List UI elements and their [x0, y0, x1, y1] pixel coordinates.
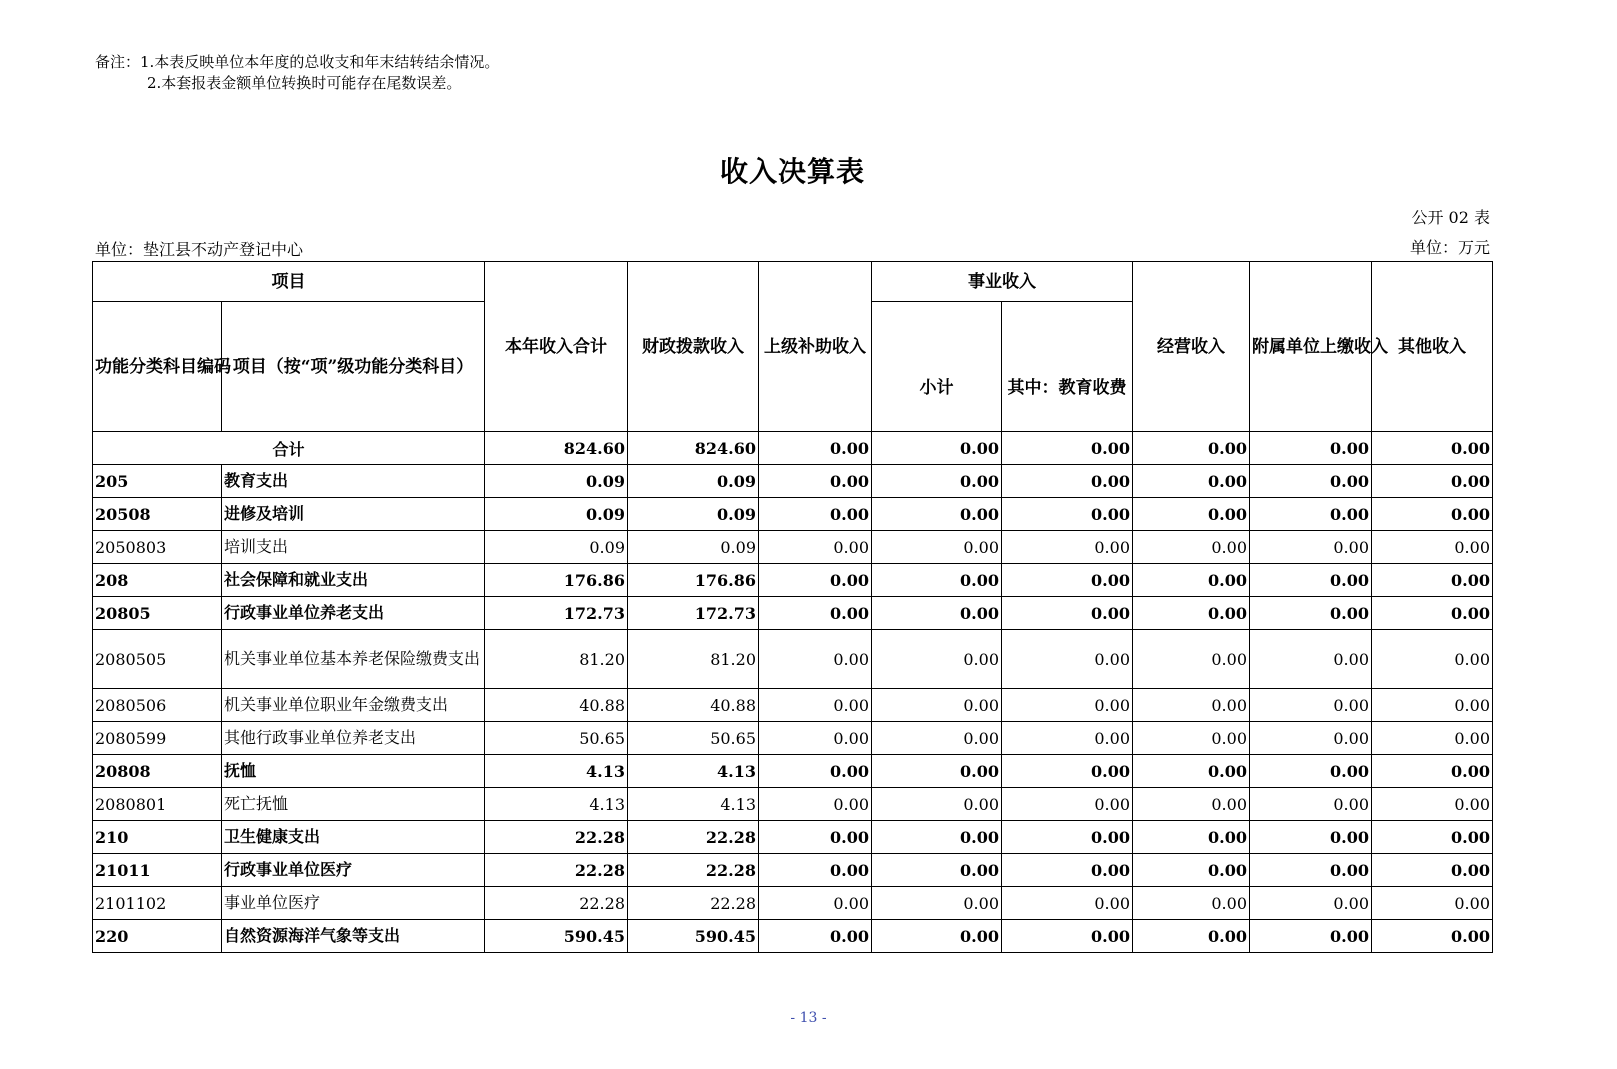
row-value: 0.00 — [759, 531, 872, 564]
row-value: 0.00 — [1133, 564, 1250, 597]
row-value: 0.00 — [1372, 722, 1493, 755]
row-value: 0.00 — [1372, 465, 1493, 498]
row-value: 22.28 — [485, 887, 628, 920]
total-value: 0.00 — [1372, 432, 1493, 465]
row-code: 208 — [93, 564, 222, 597]
row-value: 0.00 — [1002, 821, 1133, 854]
row-value: 0.00 — [1250, 597, 1372, 630]
row-value: 0.00 — [1002, 564, 1133, 597]
row-value: 4.13 — [485, 755, 628, 788]
total-value: 0.00 — [1002, 432, 1133, 465]
row-code: 210 — [93, 821, 222, 854]
row-name: 行政事业单位医疗 — [222, 854, 485, 887]
total-value: 0.00 — [872, 432, 1002, 465]
row-value: 22.28 — [628, 887, 759, 920]
row-value: 0.00 — [872, 531, 1002, 564]
row-value: 0.00 — [1372, 531, 1493, 564]
total-value: 824.60 — [485, 432, 628, 465]
note-line-1: 备注：1.本表反映单位本年度的总收支和年末结转结余情况。 — [95, 53, 500, 71]
row-value: 0.00 — [1133, 821, 1250, 854]
row-value: 4.13 — [485, 788, 628, 821]
row-value: 0.00 — [759, 465, 872, 498]
row-code: 2080801 — [93, 788, 222, 821]
table-row — [93, 920, 1493, 953]
row-name: 行政事业单位养老支出 — [222, 597, 485, 630]
row-name: 社会保障和就业支出 — [222, 564, 485, 597]
row-name: 自然资源海洋气象等支出 — [222, 920, 485, 953]
row-code: 21011 — [93, 854, 222, 887]
row-value: 0.00 — [1133, 788, 1250, 821]
row-value: 0.00 — [1002, 854, 1133, 887]
row-value: 0.00 — [1002, 498, 1133, 531]
row-value: 0.09 — [485, 465, 628, 498]
row-value: 0.00 — [872, 689, 1002, 722]
row-value: 0.00 — [1133, 755, 1250, 788]
row-value: 0.00 — [872, 788, 1002, 821]
row-value: 0.00 — [1133, 887, 1250, 920]
row-value: 0.00 — [759, 821, 872, 854]
row-value: 22.28 — [485, 821, 628, 854]
table-row — [93, 755, 1493, 788]
header-affiliated: 附属单位上缴收入 — [1250, 262, 1372, 432]
row-code: 2050803 — [93, 531, 222, 564]
row-value: 0.00 — [1133, 597, 1250, 630]
row-name: 事业单位医疗 — [222, 887, 485, 920]
row-value: 0.00 — [1250, 821, 1372, 854]
reporting-unit: 单位：垫江县不动产登记中心 — [95, 240, 304, 259]
table-row — [93, 465, 1493, 498]
row-value: 0.00 — [1372, 854, 1493, 887]
row-value: 0.00 — [1002, 597, 1133, 630]
row-value: 0.00 — [872, 920, 1002, 953]
row-value: 0.00 — [1002, 920, 1133, 953]
table-row — [93, 689, 1493, 722]
row-value: 172.73 — [485, 597, 628, 630]
row-name: 培训支出 — [222, 531, 485, 564]
row-value: 0.00 — [1250, 722, 1372, 755]
row-value: 0.00 — [1372, 597, 1493, 630]
header-business-group: 事业收入 — [872, 262, 1133, 302]
row-value: 0.00 — [872, 854, 1002, 887]
total-value: 824.60 — [628, 432, 759, 465]
table-row — [93, 564, 1493, 597]
row-value: 0.00 — [1250, 854, 1372, 887]
row-value: 22.28 — [628, 854, 759, 887]
table-row — [93, 531, 1493, 564]
row-value: 0.00 — [1250, 630, 1372, 689]
table-row — [93, 788, 1493, 821]
row-value: 0.00 — [1372, 920, 1493, 953]
row-value: 0.00 — [872, 465, 1002, 498]
row-value: 0.00 — [1250, 755, 1372, 788]
row-value: 176.86 — [485, 564, 628, 597]
row-value: 50.65 — [485, 722, 628, 755]
row-value: 0.00 — [1372, 821, 1493, 854]
row-value: 0.00 — [872, 498, 1002, 531]
row-code: 205 — [93, 465, 222, 498]
row-value: 0.00 — [759, 564, 872, 597]
header-education: 其中：教育收费 — [1002, 302, 1133, 432]
row-value: 0.09 — [628, 531, 759, 564]
row-value: 0.00 — [1133, 498, 1250, 531]
row-value: 0.00 — [1250, 887, 1372, 920]
table-row — [93, 887, 1493, 920]
row-value: 40.88 — [628, 689, 759, 722]
table-row — [93, 630, 1493, 689]
row-value: 0.00 — [1002, 531, 1133, 564]
total-value: 0.00 — [1133, 432, 1250, 465]
row-value: 0.00 — [1250, 498, 1372, 531]
header-operating: 经营收入 — [1133, 262, 1250, 432]
row-value: 0.00 — [1372, 788, 1493, 821]
row-value: 0.00 — [1002, 465, 1133, 498]
row-value: 81.20 — [485, 630, 628, 689]
row-value: 0.00 — [872, 597, 1002, 630]
row-name: 其他行政事业单位养老支出 — [222, 722, 485, 755]
total-value: 0.00 — [759, 432, 872, 465]
row-value: 0.00 — [1372, 689, 1493, 722]
row-value: 176.86 — [628, 564, 759, 597]
row-value: 0.00 — [1250, 531, 1372, 564]
row-value: 0.00 — [1133, 722, 1250, 755]
row-value: 0.00 — [759, 597, 872, 630]
row-code: 2101102 — [93, 887, 222, 920]
header-fiscal: 财政拨款收入 — [628, 262, 759, 432]
row-name: 进修及培训 — [222, 498, 485, 531]
table-row — [93, 597, 1493, 630]
header-item-group: 项目 — [93, 262, 485, 302]
header-total: 本年收入合计 — [485, 262, 628, 432]
total-row — [93, 432, 1493, 465]
currency-unit: 单位：万元 — [1409, 238, 1490, 257]
row-value: 172.73 — [628, 597, 759, 630]
row-value: 0.00 — [759, 755, 872, 788]
income-table — [92, 261, 1493, 953]
header-name: 项目（按“项”级功能分类科目） — [222, 302, 485, 432]
row-value: 0.00 — [872, 564, 1002, 597]
row-value: 0.00 — [1372, 498, 1493, 531]
row-name: 抚恤 — [222, 755, 485, 788]
row-value: 0.00 — [1002, 788, 1133, 821]
row-value: 0.00 — [759, 689, 872, 722]
row-code: 2080506 — [93, 689, 222, 722]
table-row — [93, 498, 1493, 531]
table-row — [93, 854, 1493, 887]
row-value: 0.00 — [872, 755, 1002, 788]
row-value: 0.00 — [759, 788, 872, 821]
row-value: 0.00 — [1250, 689, 1372, 722]
row-value: 0.00 — [872, 887, 1002, 920]
page-number: - 13 - — [790, 1010, 827, 1026]
header-row-1 — [93, 262, 1493, 302]
row-value: 0.00 — [1133, 854, 1250, 887]
row-value: 0.00 — [1250, 465, 1372, 498]
row-value: 0.00 — [759, 887, 872, 920]
table-row — [93, 821, 1493, 854]
row-value: 0.00 — [1002, 689, 1133, 722]
row-value: 22.28 — [628, 821, 759, 854]
row-value: 0.09 — [485, 531, 628, 564]
row-value: 0.00 — [1133, 531, 1250, 564]
row-value: 0.00 — [1250, 564, 1372, 597]
row-value: 590.45 — [628, 920, 759, 953]
row-value: 0.00 — [759, 854, 872, 887]
row-value: 0.00 — [872, 722, 1002, 755]
row-value: 0.09 — [485, 498, 628, 531]
row-code: 2080599 — [93, 722, 222, 755]
row-value: 0.00 — [1250, 920, 1372, 953]
row-value: 590.45 — [485, 920, 628, 953]
row-code: 2080505 — [93, 630, 222, 689]
row-value: 0.00 — [1002, 722, 1133, 755]
row-value: 0.00 — [1002, 887, 1133, 920]
row-value: 0.00 — [1372, 755, 1493, 788]
row-name: 教育支出 — [222, 465, 485, 498]
row-value: 0.00 — [1372, 564, 1493, 597]
row-value: 0.00 — [1372, 630, 1493, 689]
row-name: 死亡抚恤 — [222, 788, 485, 821]
total-label: 合计 — [93, 432, 485, 465]
row-value: 50.65 — [628, 722, 759, 755]
row-value: 81.20 — [628, 630, 759, 689]
row-value: 0.00 — [759, 630, 872, 689]
row-value: 0.00 — [759, 722, 872, 755]
row-value: 40.88 — [485, 689, 628, 722]
row-value: 0.00 — [872, 630, 1002, 689]
row-value: 0.09 — [628, 498, 759, 531]
row-value: 0.00 — [1002, 755, 1133, 788]
note-line-2: 2.本套报表金额单位转换时可能存在尾数误差。 — [147, 74, 462, 92]
row-code: 20808 — [93, 755, 222, 788]
row-value: 0.00 — [872, 821, 1002, 854]
row-name: 机关事业单位基本养老保险缴费支出 — [222, 630, 485, 689]
row-value: 4.13 — [628, 788, 759, 821]
row-value: 0.09 — [628, 465, 759, 498]
header-subtotal: 小计 — [872, 302, 1002, 432]
header-code: 功能分类科目编码 — [93, 302, 222, 432]
form-code: 公开 02 表 — [1411, 208, 1490, 227]
row-code: 20805 — [93, 597, 222, 630]
row-value: 0.00 — [759, 498, 872, 531]
table-row — [93, 722, 1493, 755]
header-other: 其他收入 — [1372, 262, 1493, 432]
row-code: 20508 — [93, 498, 222, 531]
row-value: 0.00 — [759, 920, 872, 953]
row-name: 机关事业单位职业年金缴费支出 — [222, 689, 485, 722]
row-value: 0.00 — [1250, 788, 1372, 821]
row-value: 0.00 — [1133, 465, 1250, 498]
row-name: 卫生健康支出 — [222, 821, 485, 854]
row-value: 4.13 — [628, 755, 759, 788]
total-value: 0.00 — [1250, 432, 1372, 465]
notes — [95, 52, 499, 94]
row-value: 0.00 — [1133, 630, 1250, 689]
header-superior: 上级补助收入 — [759, 262, 872, 432]
page-title: 收入决算表 — [719, 155, 865, 188]
row-value: 0.00 — [1133, 920, 1250, 953]
row-value: 0.00 — [1133, 689, 1250, 722]
row-value: 22.28 — [485, 854, 628, 887]
row-value: 0.00 — [1002, 630, 1133, 689]
row-code: 220 — [93, 920, 222, 953]
row-value: 0.00 — [1372, 887, 1493, 920]
